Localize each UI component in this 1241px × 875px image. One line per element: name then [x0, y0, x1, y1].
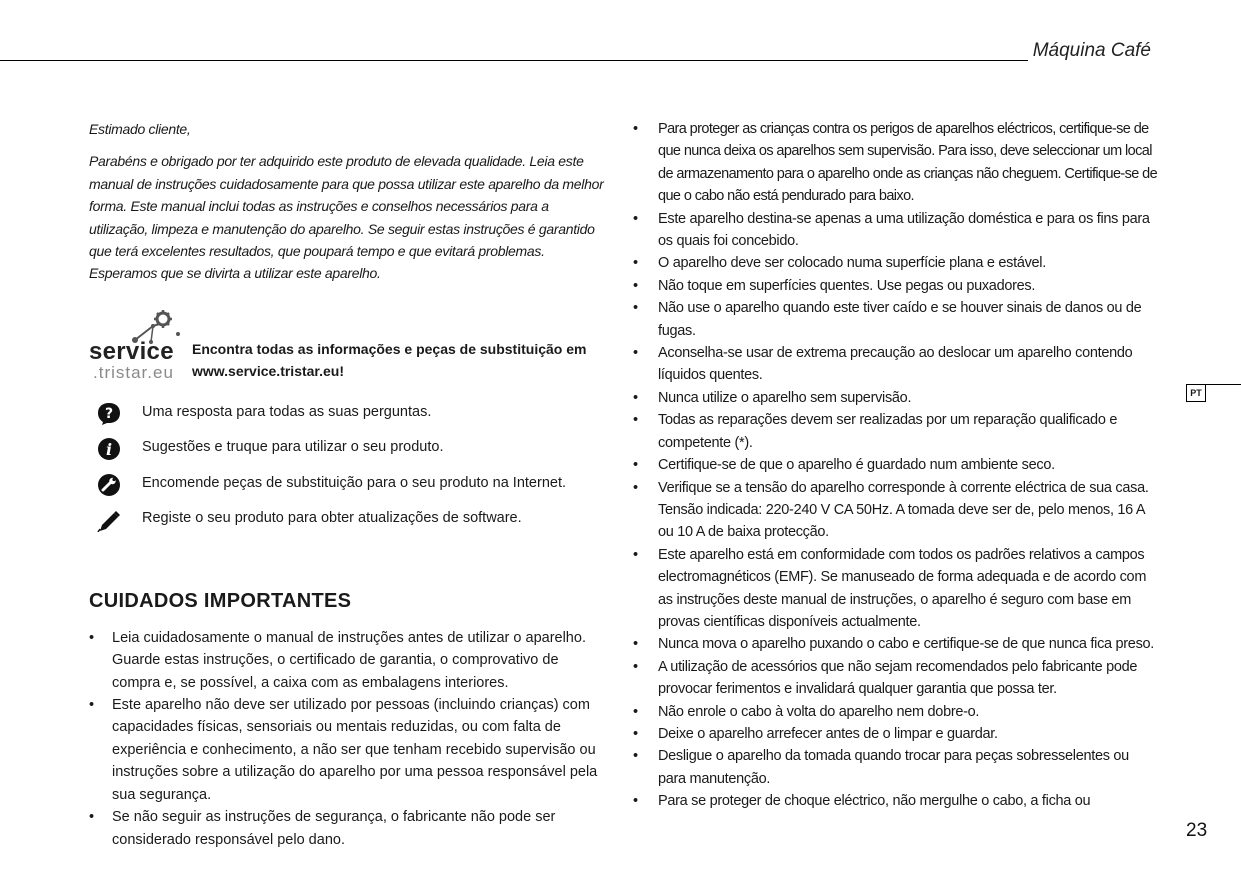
service-text: Encontra todas as informações e peças de substituição em www.service.tristar.eu!	[192, 340, 587, 379]
support-item	[89, 435, 609, 471]
intro-greeting: Estimado cliente,	[89, 121, 191, 137]
bullet-item: • Deixe o aparelho arrefecer antes de o limpar e guardar.	[633, 723, 1158, 745]
bullet-item: • Aconselha-se usar de extrema precaução ao deslocar um aparelho contendo líquidos quentes.	[633, 342, 1158, 387]
bullet-item: • Este aparelho destina-se apenas a uma utilização doméstica e para os fins para os quais foi concebido.	[633, 208, 1158, 253]
intro-body: Parabéns e obrigado por ter adquirido este produto de elevada qualidade. Leia este manual de instruções cuidadosamente para que possa utilizar este aparelho da melhor forma. Este manual inclui todas as instruções e conselhos necessários para a utilização, limpeza e manutenção do aparelho. Se seguir estas instruções é garantido que terá excelentes resultados, que poupará tempo e que evitará problemas. Esperamos que se divirta a utilizar este aparelho.	[89, 153, 604, 282]
bullet-item: • Se não seguir as instruções de segurança, o fabricante não pode ser considerado responsável pelo dano.	[89, 806, 609, 851]
support-text: Registe o seu produto para obter atualizações de software.	[142, 510, 522, 527]
bullet-item: • Certifique-se de que o aparelho é guardado num ambiente seco.	[633, 454, 1158, 476]
bullet-item: • Não toque em superfícies quentes. Use pegas ou puxadores.	[633, 275, 1158, 297]
svg-text:?: ?	[104, 405, 114, 422]
service-block	[89, 308, 609, 390]
service-logo-sub: .tristar.eu	[93, 362, 174, 382]
support-item	[89, 400, 609, 436]
bullet-item: • Não use o aparelho quando este tiver caído e se houver sinais de danos ou de fugas.	[633, 297, 1158, 342]
support-text: Sugestões e truque para utilizar o seu produto.	[142, 439, 444, 456]
info-icon	[97, 437, 121, 461]
bullet-item: • A utilização de acessórios que não sejam recomendados pelo fabricante pode provocar ferimentos e invalidará qualquer garantia que possa ter.	[633, 656, 1158, 701]
page-number: 23	[1186, 820, 1208, 841]
section-title: CUIDADOS IMPORTANTES	[89, 589, 352, 612]
support-text: Uma resposta para todas as suas perguntas.	[142, 403, 432, 420]
bullet-item: • Leia cuidadosamente o manual de instruções antes de utilizar o aparelho. Guarde estas instruções, o certificado de garantia, o comprovativo de compra e, se possível, a caixa com as embalagens interiores.	[89, 627, 609, 694]
pen-icon	[97, 508, 121, 532]
bullet-item: • Para se proteger de choque eléctrico, não mergulhe o cabo, a ficha ou	[633, 790, 1158, 812]
header-title: Máquina Café	[1032, 40, 1151, 61]
right-column	[633, 118, 1158, 813]
bullet-item: • Para proteger as crianças contra os perigos de aparelhos eléctricos, certifique-se de que nunca deixa os aparelhos sem supervisão. Para isso, deve seleccionar um local de armazenamento para o aparelho onde as crianças não cheguem. Certifique-se de que o cabo não está pendurado para baixo.	[633, 118, 1158, 208]
bullet-item: • Desligue o aparelho da tomada quando trocar para peças sobresselentes ou para manutenção.	[633, 745, 1158, 790]
service-logo	[89, 308, 189, 388]
intro	[89, 118, 609, 285]
bullet-item: • Todas as reparações devem ser realizadas por um reparação qualificado e competente (*).	[633, 409, 1158, 454]
bullet-item: • Verifique se a tensão do aparelho corresponde à corrente eléctrica de sua casa. Tensão indicada: 220-240 V CA 50Hz. A tomada deve ser de, pelo menos, 16 A ou 10 A de baixa protecção.	[633, 477, 1158, 544]
support-text: Encomende peças de substituição para o seu produto na Internet.	[142, 474, 567, 491]
left-column	[89, 118, 609, 851]
wrench-icon	[97, 473, 121, 497]
right-bullet-list	[633, 118, 1158, 813]
support-list	[89, 400, 609, 542]
language-tab-rule	[1204, 384, 1241, 385]
header-rule	[0, 60, 1028, 61]
bullet-item: • Não enrole o cabo à volta do aparelho nem dobre-o.	[633, 701, 1158, 723]
bullet-item: • Nunca mova o aparelho puxando o cabo e certifique-se de que nunca fica preso.	[633, 633, 1158, 655]
language-tab: PT	[1186, 384, 1206, 402]
svg-text:i: i	[105, 440, 113, 460]
left-bullet-list	[89, 627, 609, 851]
support-item	[89, 471, 609, 507]
bullet-item: • O aparelho deve ser colocado numa superfície plana e estável.	[633, 252, 1158, 274]
bullet-item: • Este aparelho está em conformidade com todos os padrões relativos a campos electromagnéticos (EMF). Se manuseado de forma adequada e de acordo com as instruções deste manual de instruções, o aparelho é seguro com base em provas científicas disponíveis actualmente.	[633, 544, 1158, 634]
question-icon	[97, 402, 121, 426]
support-item	[89, 506, 609, 542]
bullet-item: • Nunca utilize o aparelho sem supervisão.	[633, 387, 1158, 409]
service-logo-word: service	[89, 337, 174, 365]
bullet-item: • Este aparelho não deve ser utilizado por pessoas (incluindo crianças) com capacidades físicas, sensoriais ou mentais reduzidas, ou com falta de experiência e conhecimento, a não ser que tenham recebido supervisão ou instruções sobre a utilização do aparelho por uma pessoa responsável pela sua segurança.	[89, 694, 609, 806]
